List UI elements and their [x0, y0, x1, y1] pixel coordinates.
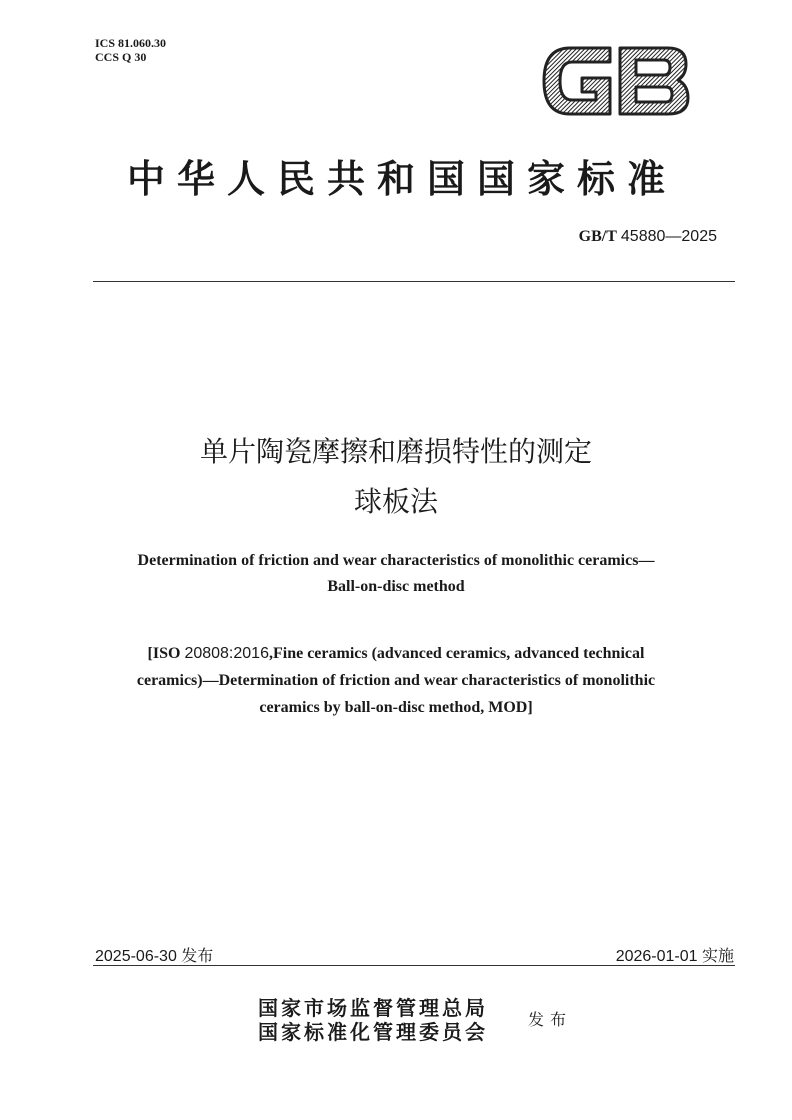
- english-title-line-2: Ball-on-disc method: [327, 578, 465, 595]
- ccs-code: CCS Q 30: [95, 50, 147, 64]
- issue-date: 2025-06-30 发布: [95, 948, 214, 965]
- issuer-line-2: 国家标准化管理委员会: [258, 1020, 488, 1044]
- issuer-line-1: 国家市场监督管理总局: [258, 996, 488, 1020]
- bracket-open: [: [147, 645, 153, 662]
- iso-reference-line-2: ceramics)—Determination of friction and wear characteristics of monolithic: [136, 672, 656, 689]
- standard-prefix: GB/T: [578, 228, 617, 245]
- chinese-title-line-2: 球板法: [353, 485, 438, 518]
- classification-codes: [95, 36, 166, 64]
- national-standard-title: 中华人民共和国国家标准: [126, 156, 677, 201]
- iso-title-start: ,Fine ceramics (advanced ceramics, advanced technical: [268, 645, 645, 662]
- gb-logo: [540, 42, 692, 120]
- english-title-line-1: Determination of friction and wear characteristics of monolithic ceramics—: [137, 552, 655, 569]
- publish-label: 发布: [528, 1010, 573, 1029]
- iso-label: ISO: [152, 645, 181, 662]
- ics-code: ICS 81.060.30: [95, 36, 167, 50]
- chinese-title-line-1: 单片陶瓷摩擦和磨损特性的测定: [199, 435, 592, 468]
- implementation-date: 2026-01-01 实施: [615, 948, 734, 965]
- standard-number: [579, 228, 717, 246]
- bottom-divider: [93, 965, 735, 966]
- standard-code: 45880—2025: [620, 228, 717, 245]
- top-divider: [93, 281, 735, 282]
- iso-reference-line-1: [0, 645, 792, 663]
- iso-number: 20808:2016: [184, 645, 269, 662]
- iso-reference-line-3: ceramics by ball-on-disc method, MOD]: [259, 699, 533, 716]
